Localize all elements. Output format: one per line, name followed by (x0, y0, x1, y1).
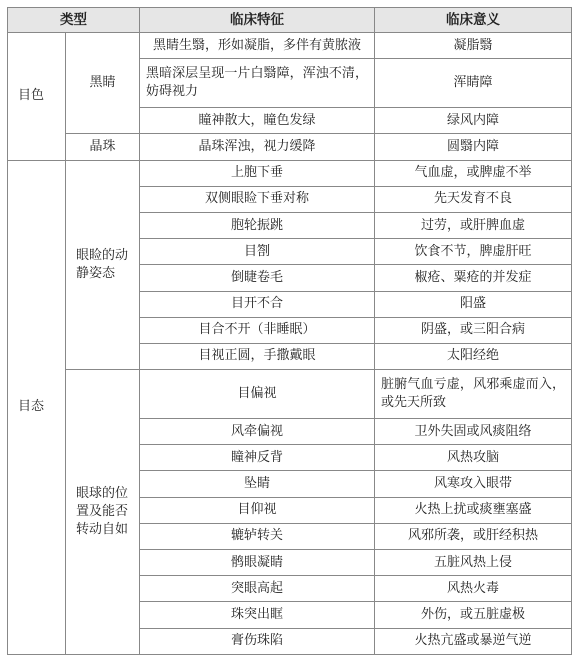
table-row (8, 134, 572, 160)
meaning-cell: 风热火毒 (375, 576, 572, 602)
meaning-cell: 太阳经绝 (375, 343, 572, 369)
table-row (8, 160, 572, 186)
feature-cell: 鹘眼凝睛 (140, 550, 375, 576)
feature-cell: 膏伤珠陷 (140, 628, 375, 654)
feature-cell: 突眼高起 (140, 576, 375, 602)
feature-cell: 目偏视 (140, 370, 375, 419)
header-feature: 临床特征 (140, 8, 375, 33)
group-label: 目态 (8, 160, 66, 654)
meaning-cell: 脏腑气血亏虚，风邪乘虚而入，或先天所致 (375, 370, 572, 419)
meaning-cell: 椒疮、粟疮的并发症 (375, 265, 572, 291)
feature-cell: 坠睛 (140, 471, 375, 497)
meaning-cell: 先天发育不良 (375, 186, 572, 212)
meaning-cell: 五脏风热上侵 (375, 550, 572, 576)
subgroup-label: 眼球的位置及能否转动自如 (66, 370, 140, 655)
meaning-cell: 火热上扰或痰壅塞盛 (375, 497, 572, 523)
meaning-cell: 风热攻脑 (375, 445, 572, 471)
meaning-cell: 火热亢盛或暴逆气逆 (375, 628, 572, 654)
meaning-cell: 风寒攻入眼带 (375, 471, 572, 497)
feature-cell: 目开不合 (140, 291, 375, 317)
table-row (8, 33, 572, 59)
meaning-cell: 风邪所袭，或肝经积热 (375, 523, 572, 549)
meaning-cell: 凝脂翳 (375, 33, 572, 59)
feature-cell: 黑暗深层呈现一片白翳障，浑浊不清，妨碍视力 (140, 59, 375, 108)
feature-cell: 瞳神散大，瞳色发绿 (140, 108, 375, 134)
feature-cell: 目视正圆，手撒戴眼 (140, 343, 375, 369)
meaning-cell: 卫外失固或风痰阻络 (375, 419, 572, 445)
meaning-cell: 阳盛 (375, 291, 572, 317)
feature-cell: 上胞下垂 (140, 160, 375, 186)
feature-cell: 目合不开（非睡眠） (140, 317, 375, 343)
meaning-cell: 阴盛，或三阳合病 (375, 317, 572, 343)
header-type: 类型 (8, 8, 140, 33)
feature-cell: 胞轮振跳 (140, 212, 375, 238)
feature-cell: 珠突出眶 (140, 602, 375, 628)
header-row (8, 8, 572, 33)
table-row (8, 370, 572, 419)
clinical-table (7, 7, 572, 655)
feature-cell: 瞳神反背 (140, 445, 375, 471)
feature-cell: 双侧眼睑下垂对称 (140, 186, 375, 212)
subgroup-label: 黑睛 (66, 33, 140, 134)
meaning-cell: 绿风内障 (375, 108, 572, 134)
feature-cell: 晶珠浑浊，视力缓降 (140, 134, 375, 160)
feature-cell: 风牵偏视 (140, 419, 375, 445)
feature-cell: 黑睛生翳，形如凝脂，多伴有黄脓液 (140, 33, 375, 59)
feature-cell: 目劄 (140, 239, 375, 265)
feature-cell: 目仰视 (140, 497, 375, 523)
subgroup-label: 眼睑的动静姿态 (66, 160, 140, 370)
feature-cell: 倒睫卷毛 (140, 265, 375, 291)
feature-cell: 辘轳转关 (140, 523, 375, 549)
meaning-cell: 圆翳内障 (375, 134, 572, 160)
meaning-cell: 外伤，或五脏虚极 (375, 602, 572, 628)
meaning-cell: 过劳，或肝脾血虚 (375, 212, 572, 238)
group-label: 目色 (8, 33, 66, 161)
meaning-cell: 饮食不节，脾虚肝旺 (375, 239, 572, 265)
header-meaning: 临床意义 (375, 8, 572, 33)
meaning-cell: 浑睛障 (375, 59, 572, 108)
meaning-cell: 气血虚，或脾虚不举 (375, 160, 572, 186)
subgroup-label: 晶珠 (66, 134, 140, 160)
